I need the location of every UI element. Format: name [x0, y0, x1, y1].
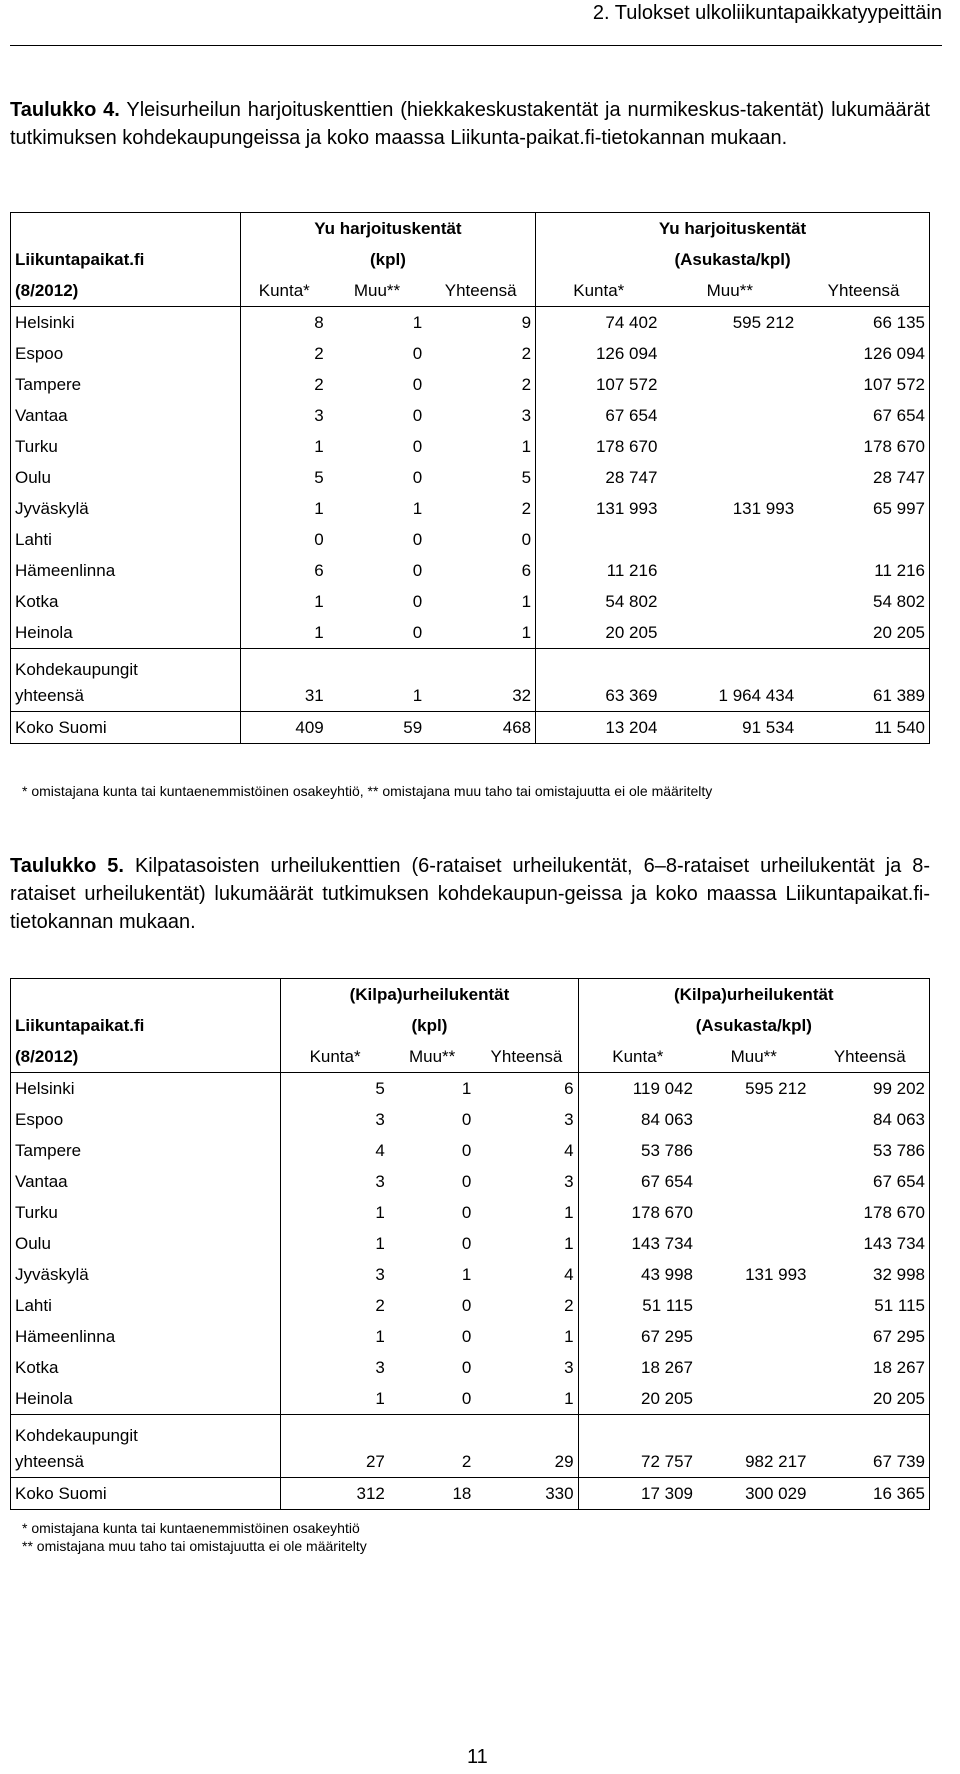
row-label: Hämeenlinna — [11, 555, 241, 586]
row-label: Lahti — [11, 524, 241, 555]
table-cell — [536, 524, 662, 555]
row-label: Espoo — [11, 338, 241, 369]
row-label: Helsinki — [11, 1073, 281, 1105]
table-cell: 1 — [240, 617, 328, 649]
table-cell: 11 216 — [536, 555, 662, 586]
table-cell — [661, 338, 798, 369]
table5-total-cell: 27 — [281, 1446, 389, 1478]
table4-total-cell: 1 — [328, 680, 426, 712]
table-cell: 6 — [240, 555, 328, 586]
page-number: 11 — [467, 1746, 488, 1768]
table-cell — [798, 524, 929, 555]
table-cell: 1 — [281, 1321, 389, 1352]
table4-country-cell: 59 — [328, 712, 426, 744]
table5-footnote — [22, 1519, 367, 1555]
row-label: Kotka — [11, 1352, 281, 1383]
table-cell: 6 — [521, 560, 532, 580]
table-cell: 66 135 — [798, 307, 929, 339]
table-cell: 67 654 — [578, 1166, 697, 1197]
table4-total-cell: 32 — [426, 680, 535, 712]
table-cell: 131 993 — [745, 1264, 807, 1284]
table-cell — [661, 555, 798, 586]
table4 — [10, 212, 930, 744]
table-cell: 53 786 — [578, 1135, 697, 1166]
table-cell: 131 993 — [536, 493, 662, 524]
table5-subheader: Yhteensä — [475, 1041, 578, 1073]
table4-total-label-line2: yhteensä — [11, 680, 241, 712]
row-label: Turku — [11, 1197, 281, 1228]
table-cell: 0 — [412, 591, 423, 611]
table-cell: 0 — [412, 374, 423, 394]
table4-country-cell: 11 540 — [798, 712, 929, 744]
table-cell — [697, 1228, 811, 1259]
table-cell — [697, 1166, 811, 1197]
table-cell: 1 — [461, 1078, 472, 1098]
table-cell: 2 — [281, 1290, 389, 1321]
table-cell — [697, 1197, 811, 1228]
table-cell: 3 — [281, 1259, 389, 1290]
table-cell: 6 — [564, 1078, 574, 1098]
table-cell: 0 — [412, 343, 423, 363]
table4-source-line2: (8/2012) — [11, 275, 241, 307]
table4-total-cell: 63 369 — [536, 680, 662, 712]
table5-country-cell: 18 — [389, 1478, 475, 1510]
table-cell: 0 — [412, 436, 423, 456]
table4-country-cell: 468 — [426, 712, 535, 744]
table5-subheader: Muu** — [389, 1041, 475, 1073]
table5-footnote-line1: * omistajana kunta tai kuntaenemmistöinen osakeyhtiö — [22, 1520, 360, 1536]
table5-caption-label: Taulukko 5. — [10, 855, 124, 877]
row-label: Tampere — [11, 1135, 281, 1166]
table-cell: 32 998 — [811, 1259, 930, 1290]
table-cell: 18 267 — [578, 1352, 697, 1383]
table-cell — [661, 462, 798, 493]
table-cell: 119 042 — [578, 1073, 697, 1105]
header-rule — [10, 45, 942, 46]
table-cell — [661, 431, 798, 462]
table-cell: 67 295 — [578, 1321, 697, 1352]
table-cell — [661, 369, 798, 400]
table-cell: 178 670 — [578, 1197, 697, 1228]
table-row — [11, 307, 930, 339]
table5-country-cell: 312 — [281, 1478, 389, 1510]
table5-subheader: Kunta* — [281, 1041, 389, 1073]
table-cell: 67 295 — [811, 1321, 930, 1352]
table-cell: 126 094 — [798, 338, 929, 369]
table-cell: 0 — [461, 1326, 472, 1346]
table4-country-label: Koko Suomi — [11, 712, 241, 744]
table-cell: 0 — [461, 1202, 472, 1222]
table-cell: 1 — [521, 591, 532, 611]
table-cell: 2 — [564, 1295, 574, 1315]
table4-total-cell: 31 — [240, 680, 328, 712]
table-cell — [661, 617, 798, 649]
table-cell — [661, 586, 798, 617]
table-cell: 3 — [564, 1357, 574, 1377]
table-cell: 5 — [240, 462, 328, 493]
table4-country-cell: 91 534 — [661, 712, 798, 744]
table-cell — [697, 1383, 811, 1415]
table-cell: 0 — [412, 405, 423, 425]
table5-total-label-line2: yhteensä — [11, 1446, 281, 1478]
table4-total-label-line1: Kohdekaupungit — [11, 649, 241, 681]
table-cell: 2 — [521, 498, 532, 518]
table5-total-cell: 67 739 — [811, 1446, 930, 1478]
table-cell: 9 — [521, 312, 532, 332]
table5-caption — [10, 852, 930, 936]
table4-group1-header-line2: (kpl) — [240, 244, 535, 275]
table4-subheader: Yhteensä — [426, 275, 535, 307]
table-cell: 0 — [461, 1171, 472, 1191]
table-cell — [661, 524, 798, 555]
row-label: Kotka — [11, 586, 241, 617]
table-row — [11, 431, 930, 462]
table-cell: 0 — [461, 1388, 472, 1408]
row-label: Tampere — [11, 369, 241, 400]
table-cell: 5 — [281, 1073, 389, 1105]
table5-country-cell: 300 029 — [697, 1478, 811, 1510]
table-cell: 107 572 — [798, 369, 929, 400]
table-cell — [697, 1104, 811, 1135]
table-row — [11, 400, 930, 431]
table5-group1-header-line2: (kpl) — [281, 1010, 578, 1041]
row-label: Heinola — [11, 617, 241, 649]
table-cell: 3 — [281, 1352, 389, 1383]
table-cell: 0 — [412, 622, 423, 642]
table-cell: 84 063 — [578, 1104, 697, 1135]
table4-group2-header-line2: (Asukasta/kpl) — [536, 244, 930, 275]
table4-country-cell: 13 204 — [536, 712, 662, 744]
table-cell: 20 205 — [811, 1383, 930, 1415]
table-cell: 0 — [461, 1233, 472, 1253]
table-cell: 0 — [461, 1295, 472, 1315]
table-cell — [661, 400, 798, 431]
table-cell: 20 205 — [536, 617, 662, 649]
table-cell: 67 654 — [536, 400, 662, 431]
table-row — [11, 493, 930, 524]
table-cell: 2 — [240, 369, 328, 400]
table5-country-cell: 16 365 — [811, 1478, 930, 1510]
table-cell: 4 — [281, 1135, 389, 1166]
table-cell: 65 997 — [798, 493, 929, 524]
table-cell: 1 — [412, 498, 423, 518]
table4-body — [11, 307, 930, 649]
table-cell: 1 — [521, 622, 532, 642]
table-row — [11, 1352, 930, 1383]
table5-source-line2: (8/2012) — [11, 1041, 281, 1073]
row-label: Jyväskylä — [11, 1259, 281, 1290]
table-cell: 0 — [461, 1357, 472, 1377]
table-row — [11, 1166, 930, 1197]
table-cell: 18 267 — [811, 1352, 930, 1383]
table-cell: 1 — [281, 1197, 389, 1228]
table5 — [10, 978, 930, 1510]
table-cell: 0 — [461, 1140, 472, 1160]
table-row — [11, 462, 930, 493]
table-row — [11, 1383, 930, 1415]
table-cell — [697, 1321, 811, 1352]
table-cell: 143 734 — [578, 1228, 697, 1259]
table-cell: 4 — [564, 1264, 574, 1284]
table-cell: 0 — [461, 1109, 472, 1129]
row-label: Vantaa — [11, 400, 241, 431]
row-label: Jyväskylä — [11, 493, 241, 524]
table5-total-cell: 29 — [475, 1446, 578, 1478]
table-row — [11, 369, 930, 400]
table-cell: 20 205 — [798, 617, 929, 649]
table-cell: 28 747 — [798, 462, 929, 493]
row-label: Vantaa — [11, 1166, 281, 1197]
table-cell: 178 670 — [811, 1197, 930, 1228]
table-row — [11, 586, 930, 617]
row-label: Heinola — [11, 1383, 281, 1415]
table-cell: 2 — [521, 374, 532, 394]
table-cell: 84 063 — [811, 1104, 930, 1135]
table-cell: 3 — [281, 1104, 389, 1135]
row-label: Oulu — [11, 1228, 281, 1259]
table5-country-cell: 330 — [475, 1478, 578, 1510]
table-cell: 0 — [412, 467, 423, 487]
table-row — [11, 1135, 930, 1166]
table-cell: 1 — [564, 1233, 574, 1253]
table-cell: 178 670 — [798, 431, 929, 462]
table-row — [11, 1228, 930, 1259]
table4-caption — [10, 96, 930, 152]
table-row — [11, 1290, 930, 1321]
table5-footnote-line2: ** omistajana muu taho tai omistajuutta ei ole määritelty — [22, 1538, 367, 1554]
table-row — [11, 555, 930, 586]
table-row — [11, 1104, 930, 1135]
table5-group2-header-line1: (Kilpa)urheilukentät — [578, 979, 929, 1011]
table-cell: 1 — [240, 493, 328, 524]
table-cell: 126 094 — [536, 338, 662, 369]
table-cell: 1 — [412, 312, 423, 332]
table-cell: 107 572 — [536, 369, 662, 400]
table-cell: 3 — [240, 400, 328, 431]
table-cell: 1 — [564, 1202, 574, 1222]
table-cell: 67 654 — [798, 400, 929, 431]
table5-caption-text: Kilpatasoisten urheilukenttien (6-rataiset urheilukentät, 6–8-rataiset urheilukentät ja 8-rataiset urheilukentät) lukumäärät tutkimuksen kohdekaupun-geissa ja koko maassa Liikuntapaikat.fi-tietokannan mukaan. — [10, 855, 930, 933]
table-cell: 595 212 — [732, 312, 795, 332]
table5-source-line1: Liikuntapaikat.fi — [11, 1010, 281, 1041]
row-label: Turku — [11, 431, 241, 462]
table4-source-line1: Liikuntapaikat.fi — [11, 244, 241, 275]
table-cell: 178 670 — [536, 431, 662, 462]
table-cell: 3 — [281, 1166, 389, 1197]
table5-country-label: Koko Suomi — [11, 1478, 281, 1510]
table5-body — [11, 1073, 930, 1415]
table-row — [11, 1197, 930, 1228]
row-label: Lahti — [11, 1290, 281, 1321]
table-cell: 54 802 — [536, 586, 662, 617]
row-label: Oulu — [11, 462, 241, 493]
table-cell — [697, 1135, 811, 1166]
table-cell: 43 998 — [578, 1259, 697, 1290]
table-cell: 28 747 — [536, 462, 662, 493]
table4-subheader: Muu** — [661, 275, 798, 307]
table-cell: 1 — [461, 1264, 472, 1284]
table-cell: 0 — [521, 529, 532, 549]
table-cell: 5 — [521, 467, 532, 487]
table-cell: 1 — [521, 436, 532, 456]
table4-caption-text: Yleisurheilun harjoituskenttien (hiekkakeskustakentät ja nurmikeskus-takentät) lukumäärät tutkimuksen kohdekaupungeissa ja koko maassa Liikunta-paikat.fi-tietokannan mukaan. — [10, 99, 930, 149]
table5-total-cell: 72 757 — [578, 1446, 697, 1478]
table-cell: 3 — [564, 1109, 574, 1129]
row-label: Espoo — [11, 1104, 281, 1135]
table5-group1-header-line1: (Kilpa)urheilukentät — [281, 979, 578, 1011]
table5-total-label-line1: Kohdekaupungit — [11, 1415, 281, 1447]
table-cell: 1 — [564, 1388, 574, 1408]
table-cell: 2 — [240, 338, 328, 369]
table4-subheader: Kunta* — [240, 275, 328, 307]
table-cell: 143 734 — [811, 1228, 930, 1259]
table-cell: 0 — [412, 529, 423, 549]
table-row — [11, 524, 930, 555]
table-row — [11, 338, 930, 369]
table-cell: 8 — [240, 307, 328, 339]
table5-subheader: Kunta* — [578, 1041, 697, 1073]
table-cell: 595 212 — [745, 1078, 807, 1098]
table5-group2-header-line2: (Asukasta/kpl) — [578, 1010, 929, 1041]
table-cell: 1 — [281, 1228, 389, 1259]
table4-subheader: Yhteensä — [798, 275, 929, 307]
table-cell — [697, 1352, 811, 1383]
row-label: Hämeenlinna — [11, 1321, 281, 1352]
table4-footnote: * omistajana kunta tai kuntaenemmistöinen osakeyhtiö, ** omistajana muu taho tai omistajuutta ei ole määritelty — [22, 783, 713, 799]
table4-group2-header-line1: Yu harjoituskentät — [536, 213, 930, 245]
table-cell: 3 — [521, 405, 532, 425]
row-label: Helsinki — [11, 307, 241, 339]
table5-subheader: Yhteensä — [811, 1041, 930, 1073]
table-cell: 1 — [240, 586, 328, 617]
table5-subheader: Muu** — [697, 1041, 811, 1073]
table-cell: 74 402 — [536, 307, 662, 339]
table-row — [11, 1321, 930, 1352]
running-head: 2. Tulokset ulkoliikuntapaikkatyypeittäin — [592, 2, 942, 24]
table4-group1-header-line1: Yu harjoituskentät — [240, 213, 535, 245]
table-cell: 99 202 — [811, 1073, 930, 1105]
table4-subheader: Kunta* — [536, 275, 662, 307]
table-row — [11, 1259, 930, 1290]
table-cell: 51 115 — [811, 1290, 930, 1321]
table-row — [11, 617, 930, 649]
table-cell: 131 993 — [732, 498, 795, 518]
table-cell: 1 — [281, 1383, 389, 1415]
table-cell — [697, 1290, 811, 1321]
table-cell: 1 — [564, 1326, 574, 1346]
table4-caption-label: Taulukko 4. — [10, 99, 120, 121]
table4-country-cell: 409 — [240, 712, 328, 744]
table-cell: 11 216 — [798, 555, 929, 586]
table4-subheader: Muu** — [328, 275, 426, 307]
table-cell: 0 — [240, 524, 328, 555]
table5-total-cell: 2 — [389, 1446, 475, 1478]
table-cell: 53 786 — [811, 1135, 930, 1166]
table4-total-cell: 1 964 434 — [661, 680, 798, 712]
table-cell: 0 — [412, 560, 423, 580]
table-cell: 51 115 — [578, 1290, 697, 1321]
table-cell: 67 654 — [811, 1166, 930, 1197]
table-cell: 20 205 — [578, 1383, 697, 1415]
table5-total-cell: 982 217 — [697, 1446, 811, 1478]
table-row — [11, 1073, 930, 1105]
table4-total-cell: 61 389 — [798, 680, 929, 712]
table-cell: 1 — [240, 431, 328, 462]
table-cell: 4 — [564, 1140, 574, 1160]
table-cell: 2 — [521, 343, 532, 363]
table-cell: 54 802 — [798, 586, 929, 617]
table-cell: 3 — [564, 1171, 574, 1191]
table5-country-cell: 17 309 — [578, 1478, 697, 1510]
